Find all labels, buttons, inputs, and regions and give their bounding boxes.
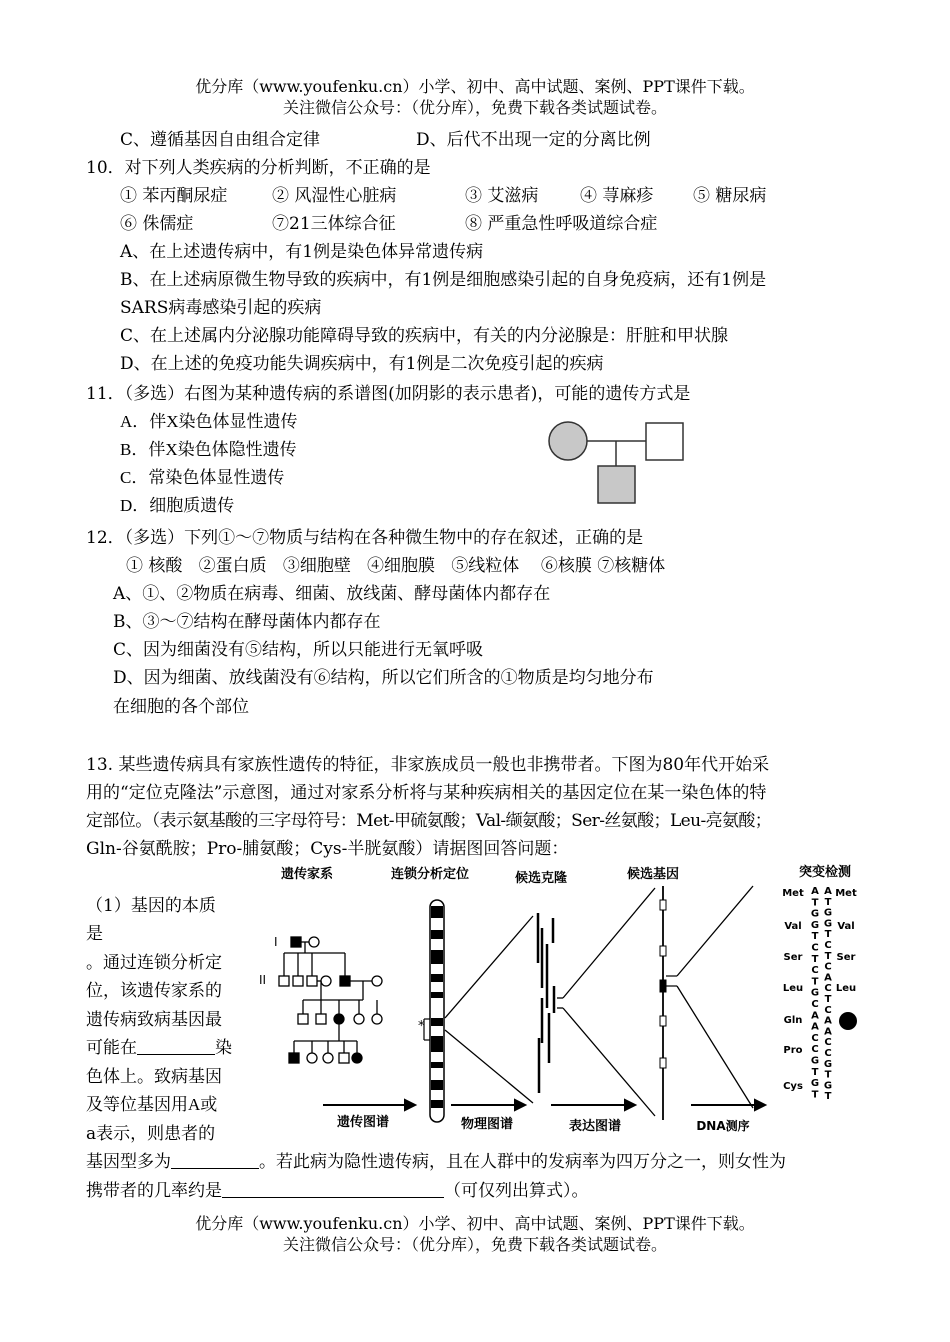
q12-option-a: A、①、②物质在病毒、细菌、放线菌、酵母菌体内都存在 — [113, 584, 551, 604]
q13-sub1-line: 。通过连锁分析定 — [86, 953, 222, 973]
father-symbol — [646, 423, 683, 460]
chromosome-answer-blank[interactable] — [137, 1038, 215, 1055]
dna-base: C — [811, 965, 819, 977]
q11-option-c: C．常染色体显性遗传 — [120, 468, 285, 487]
q13-sub1-line: 色体上。致病基因 — [86, 1067, 222, 1087]
mutation-detection — [782, 886, 857, 1102]
amino-acid-label: Leu — [835, 983, 857, 994]
dna-base: A — [811, 1010, 819, 1022]
dna-base: T — [824, 929, 832, 941]
male-symbol — [339, 1053, 349, 1063]
figure-title: 连锁分析定位 — [390, 867, 470, 882]
female-symbol — [321, 976, 331, 986]
chromosome — [418, 900, 444, 1122]
figure-title: 遗传家系 — [280, 867, 334, 882]
male-symbol — [298, 1014, 308, 1024]
figure-title: 突变检测 — [798, 865, 852, 880]
q13-sub1-line: （1）基因的本质 — [86, 896, 216, 916]
figure-title: 候选基因 — [626, 867, 680, 882]
q13-sub1-line: 是 — [86, 924, 103, 944]
dna-base: C — [824, 1037, 832, 1049]
amino-acid-label: Cys — [783, 1081, 803, 1092]
q12-option-b: B、③～⑦结构在酵母菌体内都存在 — [113, 612, 381, 632]
dna-base: C — [824, 1048, 832, 1059]
q11-option-a: A．伴X染色体显性遗传 — [120, 412, 298, 431]
male-symbol — [307, 976, 317, 986]
dna-base: G — [810, 987, 820, 999]
dna-base: A — [824, 1026, 832, 1038]
q10-disease: ⑧ 严重急性呼吸道综合症 — [465, 214, 658, 234]
dna-base: C — [811, 942, 819, 954]
q11-stem: 11．（多选）右图为某种遗传病的系谱图(加阴影的表示患者)，可能的遗传方式是 — [86, 384, 691, 404]
workflow-label: 物理图谱 — [460, 1117, 514, 1132]
dna-base: T — [824, 950, 832, 962]
dna-base: A — [811, 886, 819, 897]
q13-para-2: 用的“定位克隆法”示意图，通过对家系分析将与某种疾病相关的基因定位在某一染色体的特 — [86, 783, 767, 803]
dna-base: G — [810, 1055, 820, 1067]
dna-base: T — [824, 896, 832, 908]
female-symbol — [372, 976, 382, 986]
q13-para-3: 定部位。（表示氨基酸的三字母符号：Met-甲硫氨酸；Val-缬氨酸；Ser-丝氨酸；Leu-亮氨酸； — [86, 811, 772, 831]
carrier-probability-blank[interactable] — [222, 1181, 444, 1198]
dna-base: A — [824, 1015, 832, 1027]
dna-base: G — [810, 919, 820, 931]
affected-mother-symbol — [549, 422, 587, 460]
dna-base: C — [811, 999, 819, 1010]
affected-female-symbol — [352, 1053, 362, 1063]
female-symbol — [309, 937, 319, 947]
workflow-label: 遗传图谱 — [336, 1115, 390, 1130]
q10-disease: ⑤ 糖尿病 — [693, 186, 767, 206]
male-symbol — [279, 976, 289, 986]
family-pedigree — [259, 935, 382, 1063]
header-line-1: 优分库（www.youfenku.cn）小学、初中、高中试题、案例、PPT课件下载。 — [195, 77, 755, 96]
q13-sub1-text: 基因型多为 — [86, 1152, 171, 1172]
affected-female-symbol — [334, 1014, 344, 1024]
q10-disease: ① 苯丙酮尿症 — [120, 186, 228, 206]
male-symbol — [293, 976, 303, 986]
dna-base: G — [810, 908, 820, 920]
male-symbol — [316, 1014, 326, 1024]
q13-sub1-text: 可能在 — [86, 1038, 137, 1058]
q9-option-c: C、遵循基因自由组合定律 — [120, 130, 321, 150]
dna-base: T — [824, 1069, 832, 1081]
q10-stem: 10．对下列人类疾病的分析判断，不正确的是 — [86, 158, 431, 178]
q13-para-4: Gln-谷氨酰胺；Pro-脯氨酸；Cys-半胱氨酸）请据图回答问题： — [86, 839, 569, 859]
genotype-answer-blank[interactable] — [171, 1152, 259, 1169]
q13-sub1-line: a表示，则患者的 — [86, 1124, 216, 1144]
q13-sub1-line: 遗传病致病基因最 — [86, 1010, 222, 1030]
workflow-label: 表达图谱 — [568, 1119, 622, 1134]
mutation-marker — [839, 1012, 857, 1030]
zoom-lines — [445, 886, 753, 1116]
q12-stem: 12．（多选）下列①～⑦物质与结构在各种微生物中的存在叙述，正确的是 — [86, 528, 644, 548]
dna-base: C — [824, 983, 832, 995]
dna-base: G — [823, 918, 833, 930]
amino-acid-label: Ser — [783, 952, 803, 963]
female-symbol — [354, 1014, 364, 1024]
dna-base: C — [811, 1032, 819, 1044]
q10-disease: ⑦21三体综合征 — [272, 214, 396, 234]
amino-acid-label: Met — [782, 888, 804, 899]
amino-acid-label: Leu — [782, 983, 804, 994]
affected-male-symbol — [289, 1053, 299, 1063]
dna-base: T — [811, 976, 819, 988]
amino-acid-label: Met — [835, 888, 857, 899]
q10-disease: ② 风湿性心脏病 — [272, 186, 397, 206]
q11-option-d: D．细胞质遗传 — [120, 496, 235, 515]
dna-base: G — [823, 1080, 833, 1092]
q12-items: ① 核酸 ②蛋白质 ③细胞壁 ④细胞膜 ⑤线粒体 ⑥核膜 ⑦核糖体 — [126, 556, 666, 576]
footer-line-1: 优分库（www.youfenku.cn）小学、初中、高中试题、案例、PPT课件下载。 — [195, 1214, 755, 1233]
q10-option-c: C、在上述属内分泌腺功能障碍导致的疾病中，有关的内分泌腺是：肝脏和甲状腺 — [120, 326, 729, 346]
q13-para-1: 13. 某些遗传病具有家族性遗传的特征，非家族成员一般也非携带者。下图为80年代开始采 — [86, 755, 770, 775]
dna-base: C — [824, 940, 832, 951]
workflow-label: DNA测序 — [696, 1119, 750, 1133]
positional-cloning-figure — [255, 858, 880, 1140]
footer-line-2: 关注微信公众号：（优分库），免费下载各类试题试卷。 — [282, 1235, 667, 1254]
dna-base: G — [810, 1078, 820, 1090]
q10-option-b-cont: SARS病毒感染引起的疾病 — [120, 298, 322, 318]
q13-sub1-text: 携带者的几率约是 — [86, 1181, 222, 1201]
q10-option-a: A、在上述遗传病中，有1例是染色体异常遗传病 — [120, 242, 484, 262]
q12-option-c: C、因为细菌没有⑤结构，所以只能进行无氧呼吸 — [113, 640, 484, 660]
candidate-clones — [538, 913, 554, 1093]
q9-option-d: D、后代不出现一定的分离比例 — [416, 130, 651, 150]
dna-base: A — [824, 972, 832, 984]
figure-title: 候选克隆 — [514, 871, 568, 886]
q12-option-d-cont: 在细胞的各个部位 — [113, 697, 249, 717]
dna-base: A — [824, 886, 832, 897]
dna-base: G — [823, 907, 833, 919]
affected-male-symbol — [340, 976, 350, 986]
dna-base: T — [811, 1089, 819, 1101]
amino-acid-label: Gln — [783, 1015, 803, 1026]
amino-acid-label: Val — [784, 921, 802, 932]
dna-base: T — [811, 1066, 819, 1078]
amino-acid-label: Ser — [836, 952, 856, 963]
affected-male-symbol — [291, 937, 301, 947]
amino-acid-label: Pro — [783, 1045, 803, 1056]
q11-pedigree-diagram — [545, 418, 695, 510]
generation-label: I — [274, 935, 278, 949]
q13-sub1-text: 染 — [215, 1038, 232, 1058]
amino-acid-label: Val — [837, 921, 855, 932]
q13-sub1-text: （可仅列出算式）。 — [444, 1181, 589, 1201]
dna-base: T — [811, 953, 819, 965]
locus-marker: * — [418, 1019, 425, 1034]
q13-sub1-line: 及等位基因用A或 — [86, 1095, 218, 1114]
dna-base: T — [824, 1091, 832, 1103]
dna-base: C — [811, 1044, 819, 1056]
candidate-gene — [660, 886, 677, 1120]
dna-base: G — [823, 1058, 833, 1070]
q10-option-b: B、在上述病原微生物导致的疾病中，有1例是细胞感染引起的自身免疫病，还有1例是 — [120, 270, 767, 290]
dna-base: C — [824, 961, 832, 973]
q13-sub1-line: 位，该遗传家系的 — [86, 981, 222, 1001]
q12-option-d: D、因为细菌、放线菌没有⑥结构，所以它们所含的①物质是均匀地分布 — [113, 668, 654, 688]
header-line-2: 关注微信公众号：（优分库），免费下载各类试题试卷。 — [282, 98, 667, 117]
dna-base: T — [811, 931, 819, 943]
female-symbol — [323, 1053, 333, 1063]
q10-disease: ④ 荨麻疹 — [580, 186, 654, 206]
dna-base: A — [811, 1021, 819, 1033]
generation-label: II — [259, 973, 267, 987]
q13-sub1-text: 。若此病为隐性遗传病，且在人群中的发病率为四万分之一，则女性为 — [259, 1152, 786, 1172]
dna-base: T — [824, 994, 832, 1005]
female-symbol — [307, 1053, 317, 1063]
q10-disease: ③ 艾滋病 — [465, 186, 539, 206]
dna-base: C — [824, 1004, 832, 1016]
female-symbol — [372, 1014, 382, 1024]
q11-option-b: B．伴X染色体隐性遗传 — [120, 440, 297, 459]
dna-base: T — [811, 897, 819, 909]
q10-disease: ⑥ 侏儒症 — [120, 214, 194, 234]
q10-option-d: D、在上述的免疫功能失调疾病中，有1例是二次免疫引起的疾病 — [120, 354, 604, 374]
workflow-arrows — [323, 1100, 765, 1110]
affected-son-symbol — [598, 466, 635, 503]
